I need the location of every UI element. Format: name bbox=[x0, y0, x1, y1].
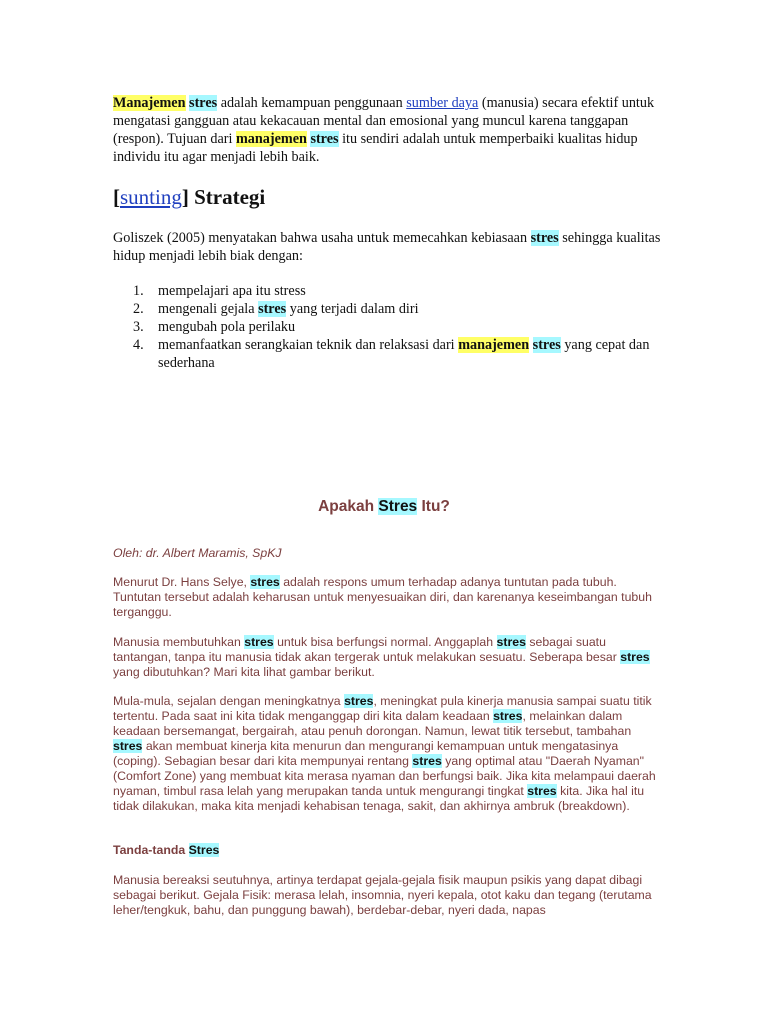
bracket: ] bbox=[181, 185, 189, 209]
text: yang optimal atau "Daerah Nyaman" (Comfort Zone) yang membuat kita merasa nyaman dan berfungsi baik. Jika kita melampaui daerah nyaman, timbul rasa lelah yang merupakan tanda untuk mengurangi tingkat bbox=[113, 754, 656, 798]
text: sebagai suatu tantangan, tanpa itu manusia tidak akan tergerak untuk melakukan sesuatu. Seberapa besar bbox=[113, 635, 621, 664]
article-title bbox=[0, 497, 768, 517]
highlight-term: stres bbox=[620, 650, 650, 664]
highlight-term: stres bbox=[527, 784, 557, 798]
list-number: 4. bbox=[133, 337, 144, 353]
link-sumber-daya[interactable]: sumber daya bbox=[406, 95, 479, 111]
title-text: Apakah bbox=[318, 498, 379, 515]
highlight-term: stres bbox=[412, 754, 442, 768]
subheading bbox=[113, 843, 658, 858]
text: kita. Jika hal itu tidak dilakukan, maka kita menjadi kehabisan tenaga, sakit, dan akhirnya ambruk (breakdown). bbox=[113, 784, 645, 813]
highlight-term: stres bbox=[344, 694, 374, 708]
bracket: [ bbox=[113, 185, 120, 209]
heading-title: Strategi bbox=[188, 185, 266, 209]
text: Mula-mula, sejalan dengan meningkatnya bbox=[113, 694, 345, 708]
text: sehingga kualitas hidup menjadi lebih biak dengan: bbox=[113, 230, 661, 264]
article-paragraph bbox=[113, 635, 658, 680]
highlight-term: stres bbox=[113, 739, 143, 753]
highlight-term: stres bbox=[258, 301, 287, 317]
list-text: yang terjadi dalam diri bbox=[286, 301, 419, 317]
text: adalah kemampuan penggunaan bbox=[217, 95, 407, 111]
article-paragraph bbox=[113, 575, 658, 620]
highlight-term: stres bbox=[310, 131, 339, 147]
list-number: 3. bbox=[133, 319, 144, 335]
text: itu sendiri adalah untuk memperbaiki kualitas hidup individu itu agar menjadi lebih baik. bbox=[113, 131, 638, 165]
list-text: mempelajari apa itu stress bbox=[158, 283, 306, 299]
text: adalah respons umum terhadap adanya tuntutan pada tubuh. Tuntutan tersebut adalah keharusan untuk menyesuaikan diri, dan karenanya keseimbangan tubuh terganggu. bbox=[113, 575, 652, 619]
list-item bbox=[113, 336, 673, 372]
text: untuk bisa berfungsi normal. Anggaplah bbox=[273, 635, 497, 649]
strategy-list bbox=[113, 282, 673, 372]
list-text: memanfaatkan serangkaian teknik dan relaksasi dari bbox=[158, 337, 459, 353]
highlight-term: stres bbox=[250, 575, 280, 589]
highlight-term: manajemen bbox=[458, 337, 530, 353]
highlight-term: stres bbox=[493, 709, 523, 723]
list-item bbox=[113, 282, 673, 300]
text: yang dibutuhkan? Mari kita lihat gambar berikut. bbox=[113, 665, 375, 679]
text: (manusia) secara efektif untuk mengatasi gangguan atau kekacauan mental dan emosional yang muncul karena tanggapan (respon). Tujuan dari bbox=[113, 95, 655, 147]
article-paragraph bbox=[113, 694, 658, 814]
list-text: mengenali gejala bbox=[158, 301, 259, 317]
text: , meningkat pula kinerja manusia sampai suatu titik tertentu. Pada saat ini kita tidak menganggap diri kita dalam keadaan bbox=[113, 694, 652, 723]
text: Manusia membutuhkan bbox=[113, 635, 245, 649]
title-text: Itu? bbox=[417, 498, 450, 515]
text: Goliszek (2005) menyatakan bahwa usaha untuk memecahkan kebiasaan bbox=[113, 230, 531, 246]
list-number: 1. bbox=[133, 283, 144, 299]
text: , melainkan dalam keadaan bersemangat, bergairah, atau penuh dorongan. Namun, lewat titik tersebut, tambahan bbox=[113, 709, 632, 738]
highlight-term: stres bbox=[532, 337, 561, 353]
highlight-term: manajemen bbox=[235, 131, 307, 147]
highlight-term: stres bbox=[530, 230, 559, 246]
highlight-term: Manajemen bbox=[113, 95, 186, 111]
highlight-term: Stres bbox=[188, 843, 220, 857]
highlight-term: stres bbox=[496, 635, 526, 649]
subheading-text: Tanda-tanda bbox=[113, 843, 189, 857]
author-byline: Oleh: dr. Albert Maramis, SpKJ bbox=[113, 546, 282, 560]
text: akan membuat kinerja kita menurun dan mengurangi kemampuan untuk mengatasinya (coping). Sebagian besar dari kita mempunyai rentang bbox=[113, 739, 619, 768]
highlight-term: Stres bbox=[378, 498, 418, 515]
list-text: yang cepat dan sederhana bbox=[158, 337, 650, 371]
text: Menurut Dr. Hans Selye, bbox=[113, 575, 251, 589]
strategy-paragraph bbox=[113, 229, 673, 265]
list-item bbox=[113, 300, 673, 318]
highlight-term: stres bbox=[189, 95, 218, 111]
list-number: 2. bbox=[133, 301, 144, 317]
intro-paragraph bbox=[113, 94, 673, 166]
article-paragraph: Manusia bereaksi seutuhnya, artinya terdapat gejala-gejala fisik maupun psikis yang dapat dibagi sebagai berikut. Gejala Fisik: merasa lelah, insomnia, nyeri kepala, otot kaku dan tegang (terutama leher/tengkuk, bahu, dan punggung bawah), berdebar-debar, nyeri dada, napas bbox=[113, 873, 652, 917]
section-heading bbox=[113, 184, 265, 210]
edit-link[interactable]: sunting bbox=[120, 185, 182, 209]
list-text: mengubah pola perilaku bbox=[158, 319, 296, 335]
list-item bbox=[113, 318, 673, 336]
highlight-term: stres bbox=[244, 635, 274, 649]
